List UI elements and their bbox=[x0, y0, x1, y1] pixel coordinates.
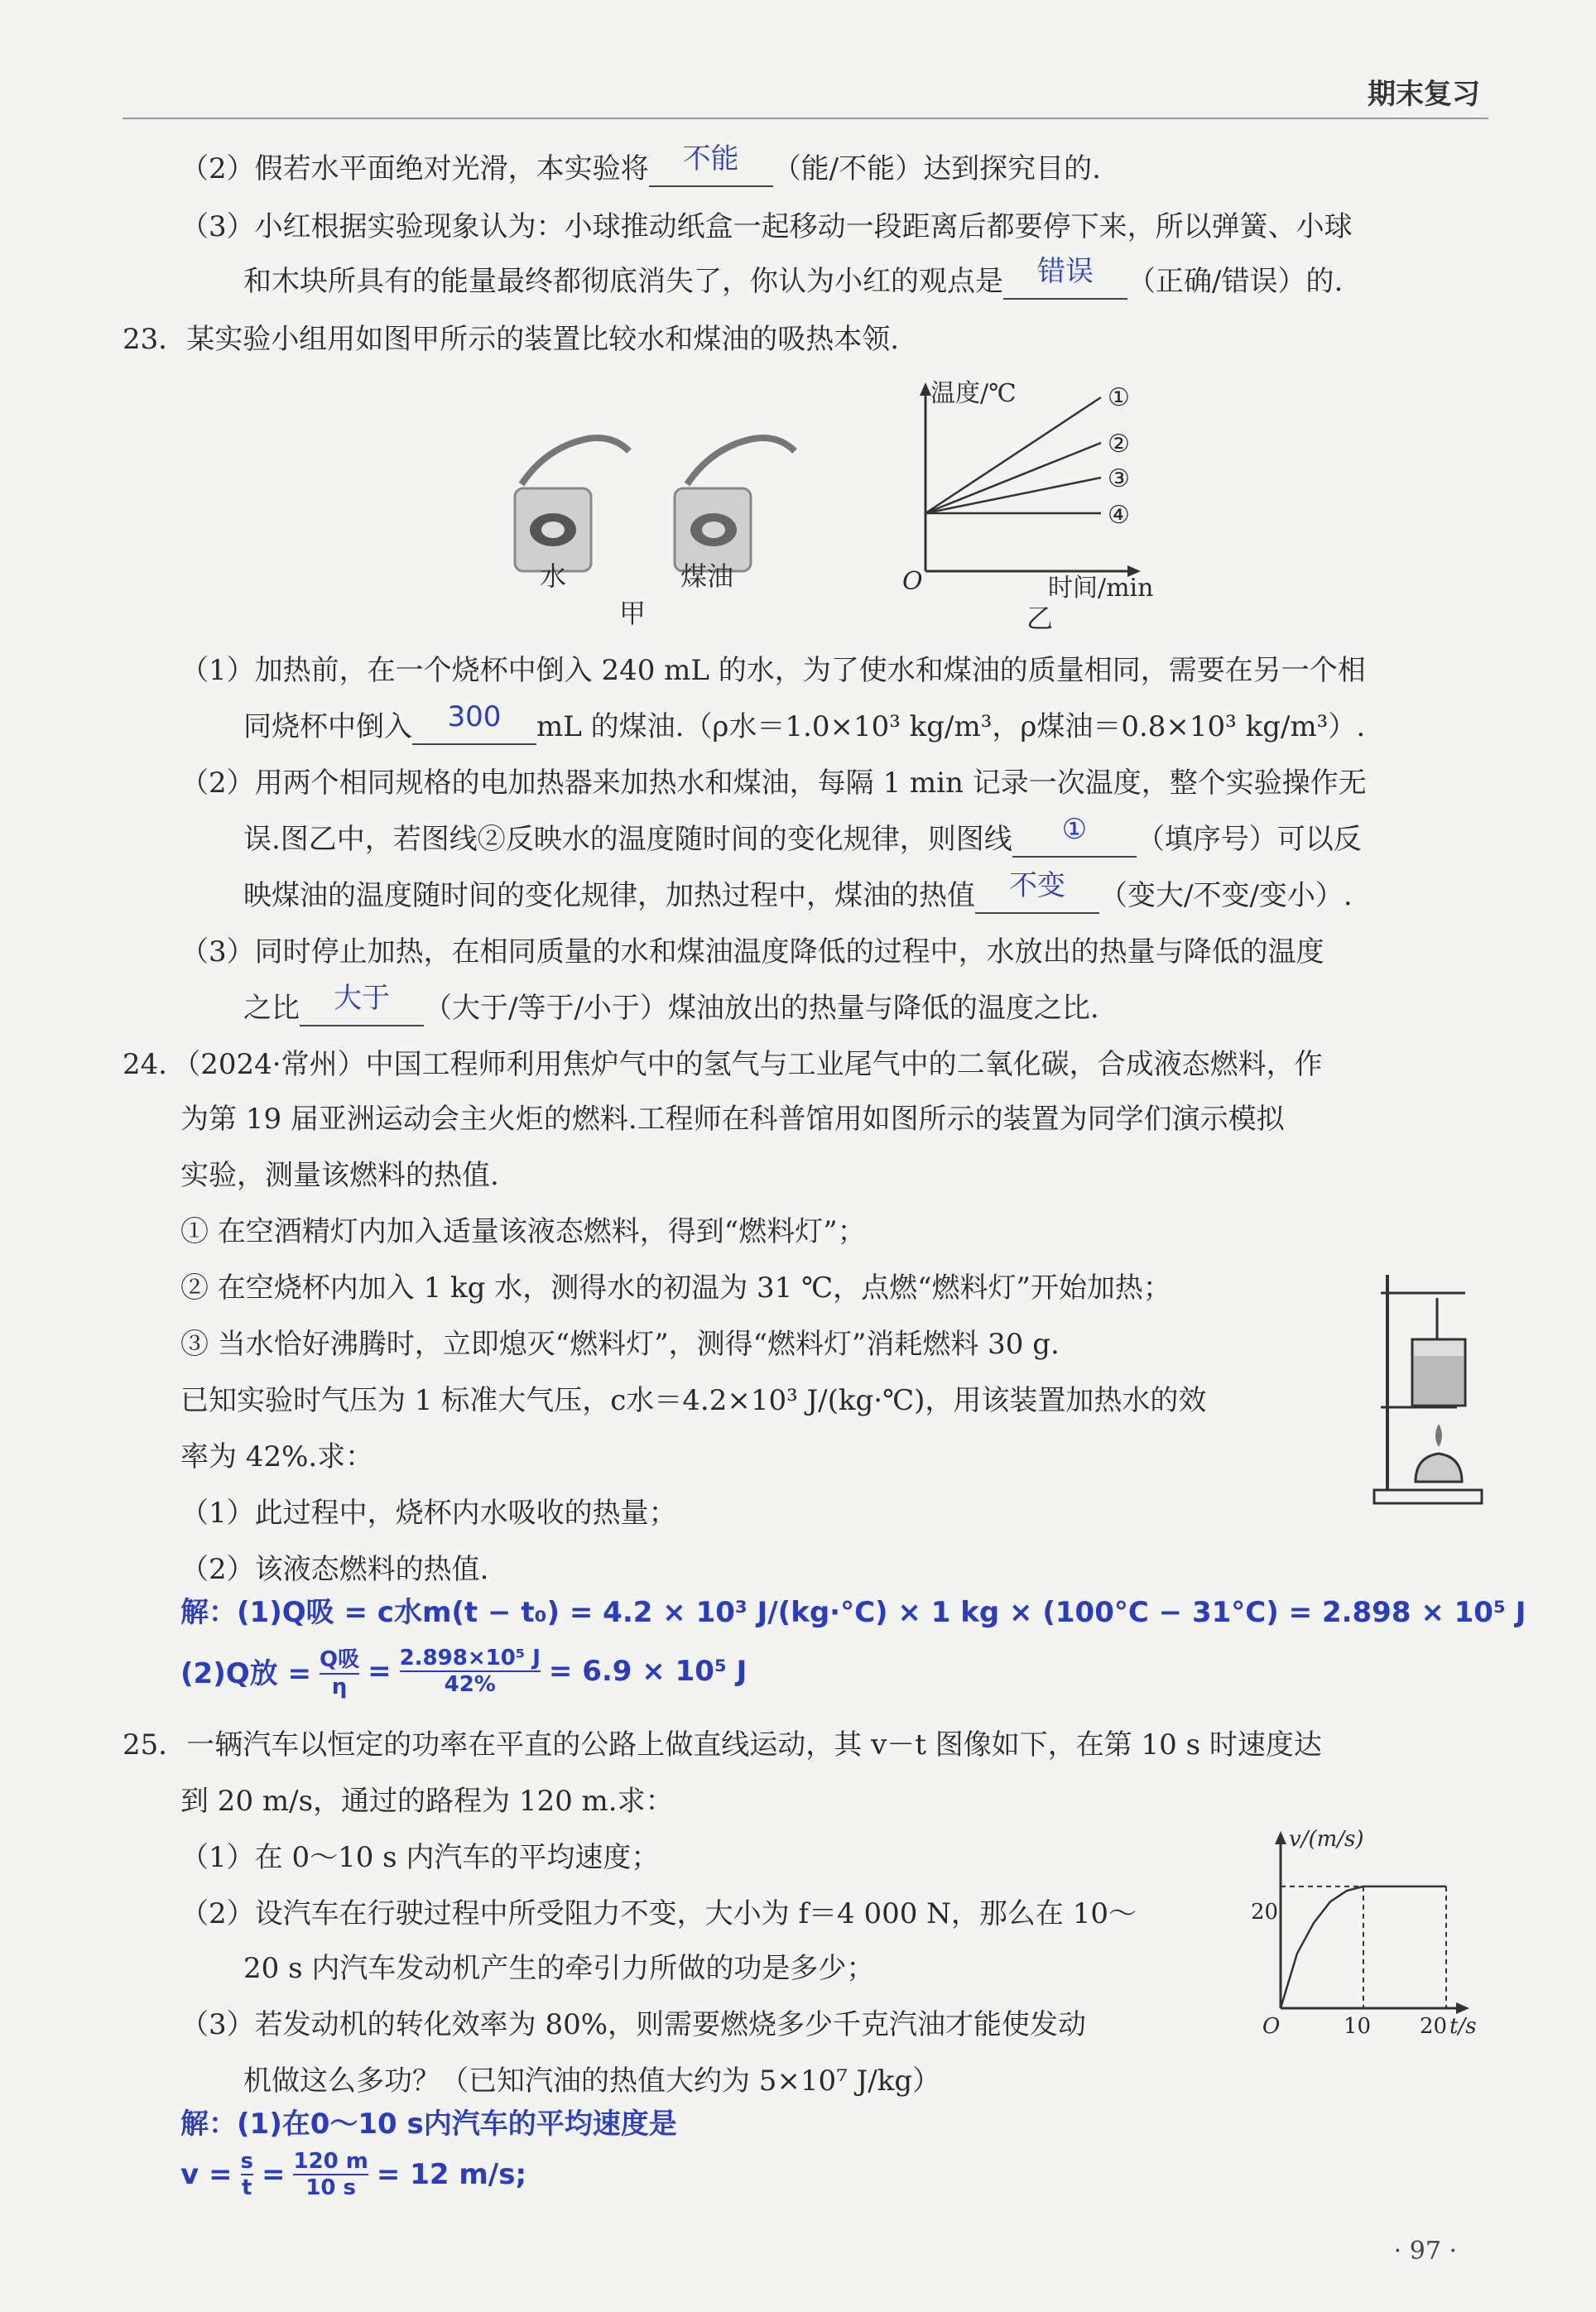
q25-line1: 25．一辆汽车以恒定的功率在平直的公路上做直线运动，其 v－t 图像如下，在第 10 s 时速度达 bbox=[123, 1728, 1322, 1762]
q24-sol2-c: = 6.9 × 10⁵ J bbox=[548, 1654, 748, 1688]
page-number: · 97 · bbox=[1393, 2237, 1457, 2266]
q24-step1: ① 在空酒精灯内加入适量该液态燃料，得到“燃料灯”； bbox=[180, 1215, 866, 1248]
q23-p2-text-c: （填序号）可以反 bbox=[1136, 823, 1362, 856]
q24-sol2-num: Q吸 bbox=[320, 1642, 359, 1675]
vt-ylabel: v/(m/s) bbox=[1289, 1827, 1364, 1852]
q23-p3-answer: 大于 bbox=[334, 982, 390, 1015]
q22-p3-line1: （3）小红根据实验现象认为：小球推动纸盒一起移动一段距离后都要停下来，所以弹簧、小球 bbox=[180, 210, 1353, 243]
yi-xlabel: 时间/min bbox=[1048, 574, 1154, 603]
vt-tick-y-20: 20 bbox=[1251, 1900, 1279, 1925]
q25-vt-graph bbox=[1246, 1821, 1494, 2036]
q24-step2: ② 在空烧杯内加入 1 kg 水，测得水的初温为 31 ℃，点燃“燃料灯”开始加热； bbox=[180, 1271, 1171, 1305]
q23-p3-blank bbox=[300, 982, 424, 1026]
kerosene-beaker bbox=[675, 438, 795, 571]
q25-solution-line1: 解：(1)在0～10 s内汽车的平均速度是 bbox=[180, 2108, 677, 2141]
q24-sol2-a: (2)Q放 = bbox=[180, 1657, 311, 1690]
q25-solution-line2 bbox=[180, 2149, 526, 2200]
vt-origin: O bbox=[1262, 2014, 1281, 2036]
q23-p2-line2 bbox=[243, 813, 1362, 858]
water-beaker bbox=[515, 438, 629, 571]
vt-y-arrow bbox=[1275, 1831, 1286, 1844]
q23-p1-answer: 300 bbox=[447, 700, 502, 733]
q24-solution-line2 bbox=[180, 1642, 747, 1699]
q24-line2: 为第 19 届亚洲运动会主火炬的燃料.工程师在科普馆用如图所示的装置为同学们演示模拟 bbox=[180, 1103, 1285, 1136]
q25-part3-line2: 机做这么多功？（已知汽油的热值大约为 5×10⁷ J/kg） bbox=[243, 2064, 941, 2098]
q22-p3-answer: 错误 bbox=[1037, 255, 1094, 288]
q23-p3-text-c: （大于/等于/小于）煤油放出的热量与降低的温度之比. bbox=[424, 992, 1099, 1025]
q25-part1: （1）在 0～10 s 内汽车的平均速度； bbox=[180, 1841, 660, 1874]
q25-sol2-a: v = bbox=[180, 2158, 233, 2191]
q23-p3-text-b: 之比 bbox=[243, 992, 300, 1025]
q22-p3-text-c: （正确/错误）的. bbox=[1127, 265, 1344, 298]
q25-sol2-c: = 12 m/s; bbox=[376, 2158, 527, 2191]
q23-figure-jia bbox=[497, 406, 861, 637]
q22-part2 bbox=[180, 142, 1101, 187]
vt-x-arrow bbox=[1456, 2002, 1469, 2014]
q23-p2-blank1 bbox=[1012, 813, 1137, 858]
q25-sol2-den2: 10 s bbox=[305, 2175, 357, 2200]
vt-tick-x-10: 10 bbox=[1344, 2014, 1372, 2036]
q23-p1-blank bbox=[412, 700, 536, 745]
q25-part3-line1: （3）若发动机的转化效率为 80%，则需要燃烧多少千克汽油才能使发动 bbox=[180, 2008, 1087, 2041]
q23-p1-text-c: mL 的煤油.（ρ水＝1.0×10³ kg/m³，ρ煤油＝0.8×10³ kg/m³）. bbox=[536, 710, 1366, 743]
q24-solution-line1: 解：(1)Q吸 = c水m(t − t₀) = 4.2 × 10³ J/(kg·°C) × 1 kg × (100°C − 31°C) = 2.898 × 10⁵ J bbox=[180, 1596, 1526, 1629]
q25-line2: 到 20 m/s，通过的路程为 120 m.求： bbox=[180, 1785, 674, 1818]
q24-line3: 实验，测量该燃料的热值. bbox=[180, 1159, 499, 1192]
fuel-lamp bbox=[1416, 1454, 1462, 1482]
yi-ylabel: 温度/℃ bbox=[930, 379, 1017, 408]
yi-y-arrow bbox=[920, 382, 931, 396]
q22-p2-blank bbox=[649, 142, 773, 187]
header-title: 期末复习 bbox=[1368, 78, 1480, 111]
q23-p3-line1: （3）同时停止加热，在相同质量的水和煤油温度降低的过程中，水放出的热量与降低的温度 bbox=[180, 935, 1324, 969]
q24-sol2-den: η bbox=[331, 1675, 348, 1699]
q23-p1-line1: （1）加热前，在一个烧杯中倒入 240 mL 的水，为了使水和煤油的质量相同，需要在另一个相 bbox=[180, 654, 1366, 687]
q23-p2-text-b: 误.图乙中，若图线②反映水的温度随时间的变化规律，则图线 bbox=[243, 823, 1012, 856]
q25-sol2-den: t bbox=[242, 2175, 252, 2200]
q23-stem: 23．某实验小组用如图甲所示的装置比较水和煤油的吸热本领. bbox=[123, 323, 900, 356]
water bbox=[1414, 1356, 1464, 1404]
yi-label-2: ② bbox=[1108, 430, 1130, 459]
q22-p3-line2 bbox=[243, 255, 1344, 300]
flame bbox=[1435, 1424, 1442, 1447]
q23-p2-answer1: ① bbox=[1061, 813, 1088, 846]
q24-sol2-b: = bbox=[368, 1654, 392, 1688]
q22-p2-text-a: （2）假若水平面绝对光滑，本实验将 bbox=[180, 152, 649, 185]
vt-xlabel: t/s bbox=[1449, 2014, 1477, 2036]
q22-p2-text-b: （能/不能）达到探究目的. bbox=[772, 152, 1101, 185]
q24-step3: ③ 当水恰好沸腾时，立即熄灭“燃料灯”，测得“燃料灯”消耗燃料 30 g. bbox=[180, 1328, 1060, 1361]
vt-tick-x-20: 20 bbox=[1420, 2014, 1448, 2036]
q25-part2-line2: 20 s 内汽车发动机产生的牵引力所做的功是多少； bbox=[243, 1952, 875, 1985]
q23-p2-blank2 bbox=[975, 869, 1099, 914]
label-kerosene: 煤油 bbox=[680, 560, 734, 592]
q22-p3-text-b: 和木块所具有的能量最终都彻底消失了，你认为小红的观点是 bbox=[243, 265, 1003, 298]
q25-sol2-num2: 120 m bbox=[293, 2149, 368, 2174]
q24-line4: 已知实验时气压为 1 标准大气压，c水＝4.2×10³ J/(kg·℃)，用该装置加热水的效 bbox=[180, 1384, 1207, 1417]
q24-part1: （1）此过程中，烧杯内水吸收的热量； bbox=[180, 1497, 677, 1530]
q24-sol2-den2: 42% bbox=[444, 1671, 496, 1697]
q23-p1-text-b: 同烧杯中倒入 bbox=[243, 710, 412, 743]
q23-p1-line2 bbox=[243, 700, 1366, 745]
q22-p2-answer: 不能 bbox=[682, 142, 739, 175]
q24-line1: 24．（2024·常州）中国工程师利用焦炉气中的氢气与工业尾气中的二氧化碳，合成液态燃料，作 bbox=[123, 1048, 1323, 1081]
q23-figure-yi bbox=[894, 364, 1192, 646]
q25-sol2-num: s bbox=[240, 2149, 253, 2174]
header-rule bbox=[123, 118, 1488, 119]
caption-jia: 甲 bbox=[619, 598, 647, 629]
yi-label-4: ④ bbox=[1108, 501, 1130, 530]
q25-sol2-fraction1 bbox=[241, 2149, 253, 2200]
yi-origin: O bbox=[902, 567, 923, 596]
q23-p2-text-e: （变大/不变/变小）. bbox=[1099, 879, 1353, 912]
q22-p3-blank bbox=[1003, 255, 1127, 300]
q24-sol2-num2: 2.898×10⁵ J bbox=[399, 1645, 541, 1670]
q24-sol2-fraction2 bbox=[400, 1646, 541, 1697]
stand-base bbox=[1374, 1490, 1482, 1503]
q25-part2-line1: （2）设汽车在行驶过程中所受阻力不变，大小为 f＝4 000 N，那么在 10～ bbox=[180, 1897, 1137, 1930]
q23-p2-line1: （2）用两个相同规格的电加热器来加热水和煤油，每隔 1 min 记录一次温度，整个实验操作无 bbox=[180, 767, 1367, 800]
q24-sol2-fraction1 bbox=[320, 1642, 359, 1699]
q24-line5: 率为 42%.求： bbox=[180, 1440, 374, 1473]
yi-label-1: ① bbox=[1108, 383, 1130, 412]
q23-p3-line2 bbox=[243, 982, 1099, 1026]
q24-apparatus bbox=[1366, 1258, 1490, 1507]
caption-yi: 乙 bbox=[1026, 603, 1054, 634]
q24-part2: （2）该液态燃料的热值. bbox=[180, 1553, 489, 1586]
q25-sol2-fraction2 bbox=[293, 2149, 368, 2200]
q23-p2-line3 bbox=[243, 869, 1353, 914]
q25-sol2-b: = bbox=[261, 2158, 286, 2191]
yi-label-3: ③ bbox=[1108, 464, 1130, 493]
label-water: 水 bbox=[540, 560, 567, 592]
q23-p2-text-d: 映煤油的温度随时间的变化规律，加热过程中，煤油的热值 bbox=[243, 879, 975, 912]
yi-line-2 bbox=[925, 443, 1101, 513]
q23-p2-answer2: 不变 bbox=[1009, 869, 1065, 902]
